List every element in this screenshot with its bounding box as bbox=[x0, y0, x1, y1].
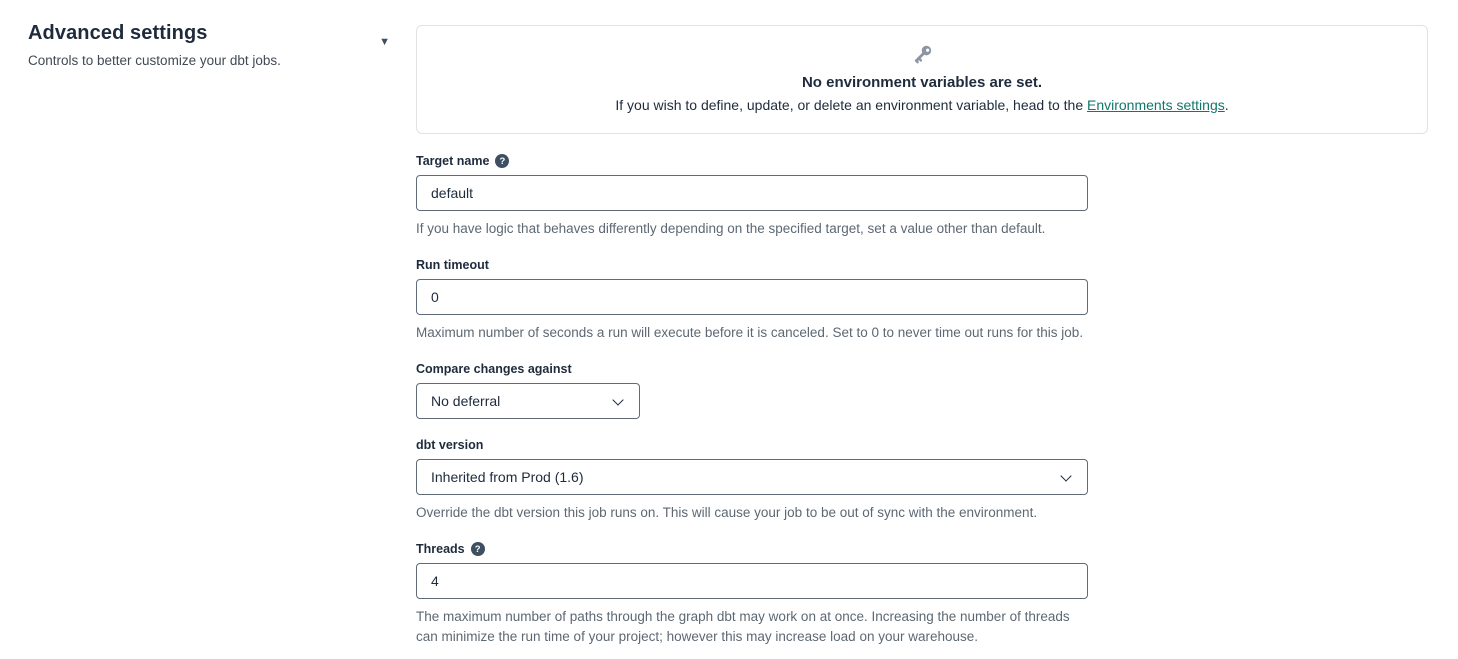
threads-input[interactable] bbox=[416, 563, 1088, 599]
chevron-down-icon bbox=[1062, 472, 1071, 481]
dbt-version-selected-value: Inherited from Prod (1.6) bbox=[431, 469, 584, 485]
compare-changes-select[interactable] bbox=[416, 383, 640, 419]
field-dbt-version bbox=[416, 438, 1428, 523]
threads-label: Threads bbox=[416, 542, 465, 556]
settings-form bbox=[416, 22, 1428, 659]
section-header-text bbox=[28, 22, 281, 68]
threads-label-row bbox=[416, 542, 1428, 556]
page-subtitle: Controls to better customize your dbt jobs. bbox=[28, 53, 281, 68]
dbt-version-label-row bbox=[416, 438, 1428, 452]
target-name-label-row bbox=[416, 154, 1428, 168]
env-variables-empty-state bbox=[416, 25, 1428, 134]
question-mark-icon[interactable]: ? bbox=[471, 542, 485, 556]
field-target-name bbox=[416, 154, 1428, 239]
run-timeout-label-row bbox=[416, 258, 1428, 272]
env-empty-message-prefix: If you wish to define, update, or delete an environment variable, head to the bbox=[615, 97, 1087, 113]
threads-helper: The maximum number of paths through the graph dbt may work on at once. Increasing the number of threads can minimize the run time of your project; however this may increase load on your warehouse. bbox=[416, 609, 1070, 644]
env-empty-title: No environment variables are set. bbox=[801, 74, 1043, 91]
dbt-version-helper: Override the dbt version this job runs on. This will cause your job to be out of sync with the environment. bbox=[416, 505, 1038, 520]
caret-down-icon[interactable]: ▼ bbox=[379, 36, 390, 48]
environments-settings-link[interactable]: Environments settings bbox=[1087, 97, 1225, 113]
question-mark-icon[interactable]: ? bbox=[495, 154, 509, 168]
page-title: Advanced settings bbox=[28, 22, 208, 44]
field-run-timeout bbox=[416, 258, 1428, 343]
run-timeout-input[interactable] bbox=[416, 279, 1088, 315]
field-threads bbox=[416, 542, 1428, 647]
target-name-label: Target name bbox=[416, 154, 490, 168]
run-timeout-label: Run timeout bbox=[416, 258, 489, 272]
run-timeout-helper: Maximum number of seconds a run will execute before it is canceled. Set to 0 to never time out runs for this job. bbox=[416, 325, 1084, 340]
section-header bbox=[28, 22, 416, 659]
env-empty-message-suffix: . bbox=[1224, 97, 1229, 113]
field-compare-changes bbox=[416, 362, 1428, 419]
env-empty-message bbox=[433, 97, 1411, 113]
compare-changes-selected-value: No deferral bbox=[431, 393, 501, 409]
compare-changes-label: Compare changes against bbox=[416, 362, 572, 376]
compare-changes-label-row bbox=[416, 362, 1428, 376]
chevron-down-icon bbox=[614, 396, 623, 405]
target-name-helper: If you have logic that behaves differently depending on the specified target, set a value other than default. bbox=[416, 221, 1046, 236]
target-name-input[interactable] bbox=[416, 175, 1088, 211]
key-icon bbox=[433, 40, 1411, 70]
dbt-version-select[interactable] bbox=[416, 459, 1088, 495]
dbt-version-label: dbt version bbox=[416, 438, 484, 452]
